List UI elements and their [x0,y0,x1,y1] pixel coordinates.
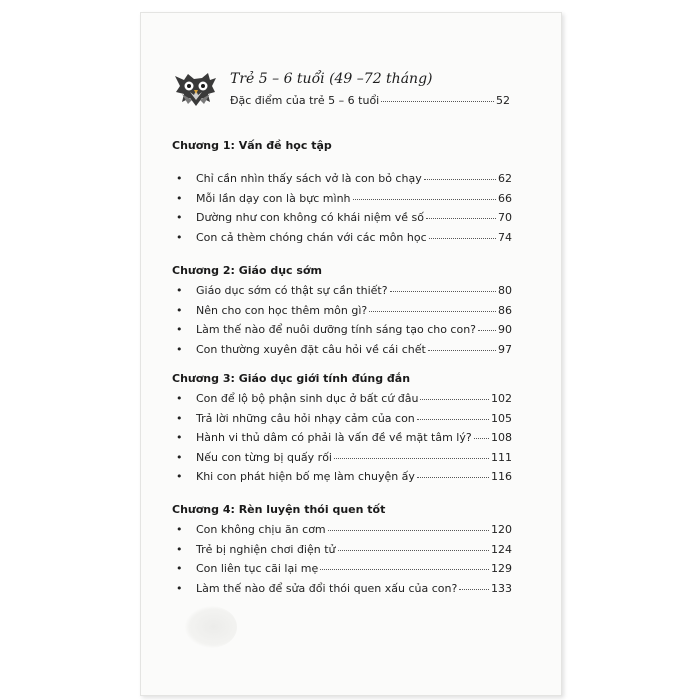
toc-page-number: 120 [491,523,512,536]
bullet-icon: • [176,230,183,244]
toc-entry[interactable] [196,284,512,297]
toc-leader-dots [417,477,489,478]
toc-entry[interactable] [196,431,512,444]
bullet-icon: • [176,211,183,225]
bullet-icon: • [176,523,183,536]
toc-entry[interactable] [196,543,512,556]
toc-page-number: 97 [498,342,512,356]
show-through-illustration [185,606,237,648]
toc-page-number: 124 [491,542,512,556]
toc-page-number: 62 [498,172,512,185]
toc-leader-dots [429,238,496,239]
toc-page-number: 111 [491,450,512,464]
toc-entry[interactable] [196,343,512,356]
toc-entry-label: Làm thế nào để nuôi dưỡng tính sáng tạo cho con? [196,323,477,337]
toc-entry-intro[interactable] [230,94,510,107]
toc-entry-label: Trả lời những câu hỏi nhạy cảm của con [196,411,415,425]
toc-leader-dots [420,399,489,400]
toc-page-number: 129 [491,562,512,576]
toc-leader-dots [369,311,496,312]
owl-icon [172,70,220,110]
toc-page-number: 86 [498,303,512,317]
toc-leader-dots [428,350,496,351]
toc-page-number: 133 [491,581,512,595]
toc-entry[interactable] [196,562,512,575]
toc-page-number: 66 [498,191,512,205]
toc-leader-dots [320,569,489,570]
toc-entry[interactable] [196,211,512,224]
toc-entry-label: Con liên tục cãi lại mẹ [196,562,319,576]
bullet-icon: • [176,562,183,576]
chapter-title[interactable]: Chương 3: Giáo dục giới tính đúng đắn [172,372,411,385]
section-title: Trẻ 5 – 6 tuổi (49 –72 tháng) [230,71,433,87]
toc-page-number: 116 [491,470,512,484]
toc-entry[interactable] [196,470,512,483]
toc-page-number: 80 [498,284,512,297]
bullet-icon: • [176,470,183,484]
toc-leader-dots [417,419,489,420]
toc-entry[interactable] [196,451,512,464]
toc-entry[interactable] [196,231,512,244]
toc-leader-dots [381,101,494,102]
bullet-icon: • [176,284,183,297]
chapter-title[interactable]: Chương 2: Giáo dục sớm [172,264,322,277]
toc-entry-label: Dường như con không có khái niệm về số [196,211,424,225]
toc-entry-label: Làm thế nào để sửa đổi thói quen xấu của con? [196,581,458,595]
toc-page-number: 105 [491,411,512,425]
toc-entry-label: Đặc điểm của trẻ 5 – 6 tuổi [230,94,380,107]
chapter-title[interactable]: Chương 4: Rèn luyện thói quen tốt [172,503,386,516]
bullet-icon: • [176,450,183,464]
bullet-icon: • [176,411,183,425]
toc-entry-label: Con thường xuyên đặt câu hỏi về cái chết [196,342,426,356]
toc-page-number: 108 [491,431,512,445]
toc-page-number: 102 [491,392,512,405]
toc-leader-dots [459,589,489,590]
toc-entry[interactable] [196,304,512,317]
toc-entry-label: Giáo dục sớm có thật sự cần thiết? [196,284,388,297]
toc-page-number: 90 [498,323,512,337]
toc-entry[interactable] [196,192,512,205]
toc-page-number: 52 [496,94,510,107]
toc-entry-label: Nếu con từng bị quấy rối [196,450,332,464]
chapter-title[interactable]: Chương 1: Vấn đề học tập [172,139,332,152]
toc-entry-label: Nên cho con học thêm môn gì? [196,303,368,317]
bullet-icon: • [176,542,183,556]
toc-entry-label: Con để lộ bộ phận sinh dục ở bất cứ đâu [196,392,419,405]
toc-leader-dots [478,330,496,331]
section-header [172,56,517,126]
bullet-icon: • [176,191,183,205]
toc-entry-label: Con không chịu ăn cơm [196,523,326,536]
bullet-icon: • [176,303,183,317]
toc-entry-label: Chỉ cần nhìn thấy sách vở là con bỏ chạy [196,172,422,185]
toc-leader-dots [338,550,489,551]
toc-leader-dots [474,438,489,439]
toc-entry[interactable] [196,392,512,405]
toc-leader-dots [424,179,496,180]
toc-entry[interactable] [196,412,512,425]
bullet-icon: • [176,342,183,356]
bullet-icon: • [176,392,183,405]
bullet-icon: • [176,431,183,445]
toc-entry-label: Hành vi thủ dâm có phải là vấn đề về mặt tâm lý? [196,431,472,445]
toc-leader-dots [390,291,496,292]
bullet-icon: • [176,581,183,595]
toc-entry[interactable] [196,172,512,185]
bullet-icon: • [176,172,183,185]
toc-entry-label: Con cả thèm chóng chán với các môn học [196,230,427,244]
toc-entry-label: Khi con phát hiện bố mẹ làm chuyện ấy [196,470,415,484]
toc-entry[interactable] [196,582,512,595]
toc-page-number: 74 [498,230,512,244]
toc-page-number: 70 [498,211,512,225]
bullet-icon: • [176,323,183,337]
toc-entry[interactable] [196,323,512,336]
toc-leader-dots [426,218,496,219]
toc-entry-label: Trẻ bị nghiện chơi điện tử [196,542,336,556]
toc-entry-label: Mỗi lần dạy con là bực mình [196,191,351,205]
toc-leader-dots [328,530,489,531]
toc-entry[interactable] [196,523,512,536]
toc-leader-dots [353,199,496,200]
toc-leader-dots [334,458,489,459]
